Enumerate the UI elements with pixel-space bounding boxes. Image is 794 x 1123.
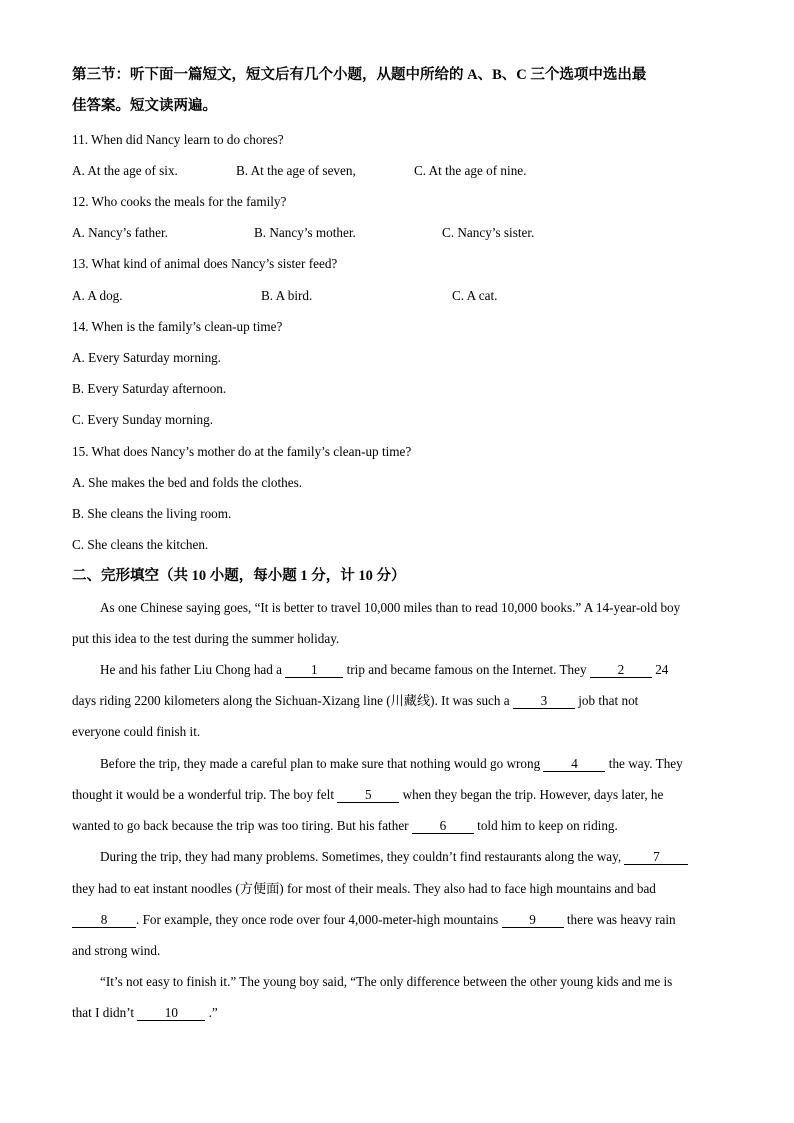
blank-9[interactable]: 9 [502,912,564,928]
text-run: trip and became famous on the Internet. They [343,662,590,677]
text-run: days riding 2200 kilometers along the Sichuan-Xizang line (川藏线). It was such a [72,693,513,708]
blank-8[interactable]: 8 [72,912,136,928]
q11-option-a: A. At the age of six. [72,163,178,178]
cloze-p2-line3: everyone could finish it. [72,724,201,739]
cloze-p3-line3 [72,817,618,835]
cloze-p5-line2 [72,1004,218,1022]
cloze-p2-line2 [72,692,638,710]
q15-option-b: B. She cleans the living room. [72,506,232,521]
q13-option-b: B. A bird. [261,288,313,303]
blank-6[interactable]: 6 [412,818,474,834]
q14-option-b: B. Every Saturday afternoon. [72,381,227,396]
q12-option-a: A. Nancy’s father. [72,225,168,240]
blank-7[interactable]: 7 [624,849,688,865]
question-15: 15. What does Nancy’s mother do at the family’s clean-up time? [72,444,412,459]
text-run: .” [205,1005,218,1020]
cloze-p2-line1 [100,661,668,679]
text-run: that I didn’t [72,1005,138,1020]
text-run: Before the trip, they made a careful plan to make sure that nothing would go wrong [100,756,544,771]
text-run: wanted to go back because the trip was too tiring. But his father [72,818,412,833]
text-run: told him to keep on riding. [473,818,618,833]
q13-option-c: C. A cat. [452,288,498,303]
q12-option-b: B. Nancy’s mother. [254,225,356,240]
blank-5[interactable]: 5 [337,787,399,803]
q12-option-c: C. Nancy’s sister. [442,225,535,240]
q14-option-c: C. Every Sunday morning. [72,412,214,427]
text-run: when they began the trip. However, days later, he [399,787,664,802]
question-13: 13. What kind of animal does Nancy’s sister feed? [72,256,338,271]
q15-option-c: C. She cleans the kitchen. [72,537,209,552]
text-run: the way. They [605,756,683,771]
blank-4[interactable]: 4 [543,756,605,772]
blank-1[interactable]: 1 [285,662,343,678]
cloze-p3-line1 [100,755,683,773]
text-run: He and his father Liu Chong had a [100,662,286,677]
q14-option-a: A. Every Saturday morning. [72,350,222,365]
text-run: there was heavy rain [563,912,676,927]
text-run: 24 [651,662,669,677]
question-12: 12. Who cooks the meals for the family? [72,194,287,209]
blank-2[interactable]: 2 [590,662,652,678]
cloze-p4-line4: and strong wind. [72,943,161,958]
cloze-p4-line1 [100,848,688,866]
cloze-p4-line2: they had to eat instant noodles (方便面) for most of their meals. They also had to face high mountains and bad [72,881,656,896]
q11-option-b: B. At the age of seven, [236,163,356,178]
question-14: 14. When is the family’s clean-up time? [72,319,283,334]
blank-10[interactable]: 10 [137,1005,205,1021]
cloze-p1-line1: As one Chinese saying goes, “It is better to travel 10,000 miles than to read 10,000 books.” A 14-year-old boy [100,600,681,615]
cloze-p4-line3 [72,911,676,929]
cloze-heading: 二、完形填空（共 10 小题，每小题 1 分，计 10 分） [72,568,406,584]
text-run: . For example, they once rode over four 4,000-meter-high mountains [136,912,502,927]
text-run: job that not [574,693,639,708]
section3-heading-line2: 佳答案。短文读两遍。 [72,98,217,114]
question-11: 11. When did Nancy learn to do chores? [72,132,284,147]
q13-option-a: A. A dog. [72,288,123,303]
q15-option-a: A. She makes the bed and folds the clothes. [72,475,302,490]
text-run: During the trip, they had many problems. Sometimes, they couldn’t find restaurants along the way, [100,849,625,864]
section3-heading-line1: 第三节：听下面一篇短文，短文后有几个小题，从题中所给的 A、B、C 三个选项中选出最 [72,67,647,83]
cloze-p1-line2: put this idea to the test during the summer holiday. [72,631,340,646]
blank-3[interactable]: 3 [513,693,575,709]
text-run: thought it would be a wonderful trip. The boy felt [72,787,338,802]
q11-option-c: C. At the age of nine. [414,163,527,178]
cloze-p3-line2 [72,786,663,804]
cloze-p5-line1: “It’s not easy to finish it.” The young boy said, “The only difference between the other young kids and me is [100,974,673,989]
